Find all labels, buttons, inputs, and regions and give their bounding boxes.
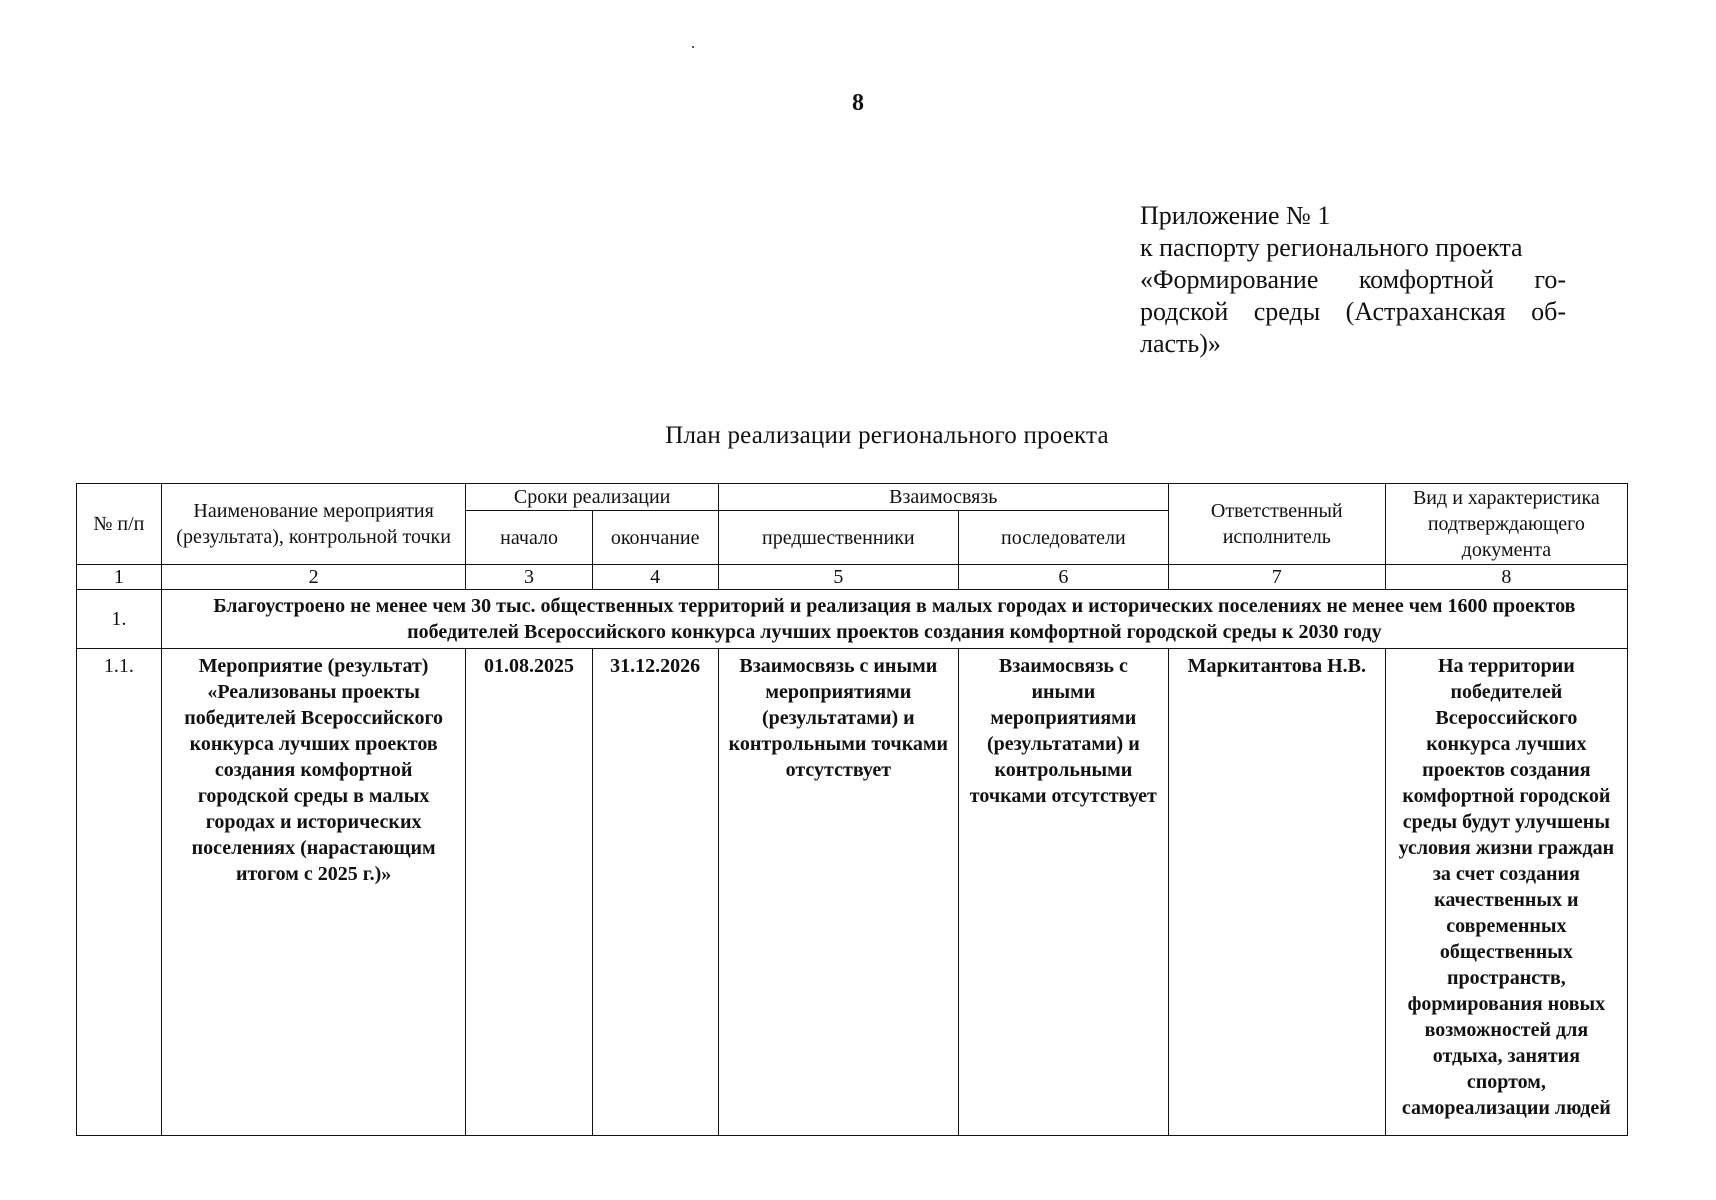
column-number: 1	[77, 565, 162, 590]
column-number: 7	[1168, 565, 1385, 590]
header-executor: Ответственный исполнитель	[1168, 484, 1385, 565]
header-num: № п/п	[77, 484, 162, 565]
row-start-date: 01.08.2025	[466, 649, 592, 1136]
header-end: окончание	[592, 511, 718, 565]
header-predecessors: предшественники	[718, 511, 958, 565]
row-document: На территории победителей Всероссийского конкурса лучших проектов создания комфортной городской среды будут улучшены условия жизни граждан за счет создания качественных и современных общественных пространств, формирования новых возможностей для отдыха, занятия спортом, самореализации людей	[1385, 649, 1627, 1136]
row-name: Мероприятие (результат) «Реализованы проекты победителей Всероссийского конкурса лучших проектов создания комфортной городской среды в малых городах и исторических поселениях (нарастающим итогом с 2025 г.)»	[161, 649, 466, 1136]
column-number: 5	[718, 565, 958, 590]
appendix-line: ласть)»	[1140, 329, 1221, 358]
header-start: начало	[466, 511, 592, 565]
column-number: 6	[958, 565, 1168, 590]
header-document: Вид и характеристика подтверждающего документа	[1385, 484, 1627, 565]
plan-table	[76, 483, 1628, 1136]
header-name: Наименование мероприятия (результата), контрольной точки	[161, 484, 466, 565]
row-predecessors: Взаимосвязь с иными мероприятиями (результатами) и контрольными точками отсутствует	[718, 649, 958, 1136]
header-row	[77, 484, 1628, 511]
column-number: 3	[466, 565, 592, 590]
row-executor: Маркитантова Н.В.	[1168, 649, 1385, 1136]
row-end-date: 31.12.2026	[592, 649, 718, 1136]
column-number-row	[77, 565, 1628, 590]
header-terms: Сроки реализации	[466, 484, 718, 511]
appendix-line: «Формирование комфортной го-	[1140, 265, 1566, 294]
appendix-line: Приложение № 1	[1140, 201, 1331, 230]
header-relation: Взаимосвязь	[718, 484, 1168, 511]
appendix-line: к паспорту регионального проекта	[1140, 233, 1523, 262]
header-successors: последователи	[958, 511, 1168, 565]
section-number: 1.	[77, 590, 162, 649]
column-number: 4	[592, 565, 718, 590]
appendix-line: родской среды (Астраханская об-	[1140, 297, 1566, 326]
scan-speck	[692, 46, 694, 48]
column-number: 8	[1385, 565, 1627, 590]
row-number: 1.1.	[77, 649, 162, 1136]
section-row	[77, 590, 1628, 649]
column-number: 2	[161, 565, 466, 590]
document-title: План реализации регионального проекта	[665, 422, 1109, 449]
section-text: Благоустроено не менее чем 30 тыс. общественных территорий и реализация в малых городах и исторических поселениях не менее чем 1600 проектов победителей Всероссийского конкурса лучших проектов создания комфортной городской среды к 2030 году	[161, 590, 1627, 649]
appendix-block	[1140, 200, 1566, 360]
page-number: 8	[852, 90, 864, 116]
row-successors: Взаимосвязь с иными мероприятиями (результатами) и контрольными точками отсутствует	[958, 649, 1168, 1136]
table-row	[77, 649, 1628, 1136]
